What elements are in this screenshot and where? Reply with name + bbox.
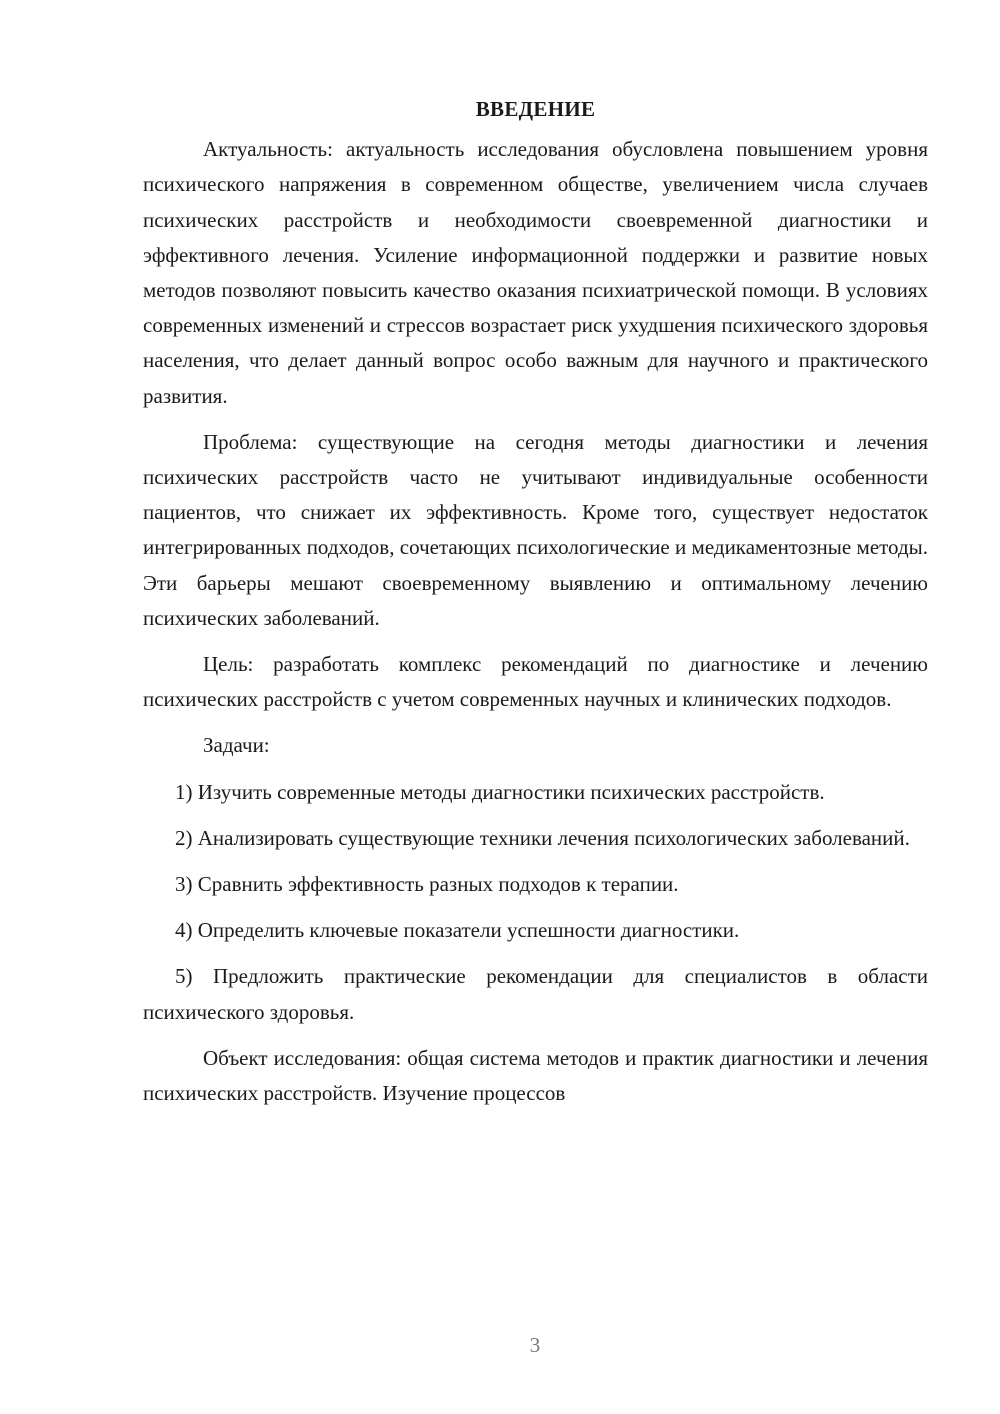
paragraph-relevance: Актуальность: актуальность исследования обусловлена повышением уровня психического напряжения в современном обществе, увеличением числа случаев психических расстройств и необходимости своевременной диагностики и эффективного лечения. Усиление информационной поддержки и развитие новых методов позволяют повысить качество оказания психиатрической помощи. В условиях современных изменений и стрессов возрастает риск ухудшения психического здоровья населения, что делает данный вопрос особо важным для научного и практического развития. [143,137,928,408]
task-item-3: 3) Сравнить эффективность разных подходов к терапии. [175,872,679,897]
task-item-5: 5) Предложить практические рекомендации для специалистов в области психического здоровья. [143,964,928,1024]
task-item-1: 1) Изучить современные методы диагностики психических расстройств. [175,779,825,804]
document-page [143,92,928,1122]
paragraph-tasks-heading: Задачи: [203,733,270,758]
page-number: 3 [529,1333,541,1357]
paragraph-goal: Цель: разработать комплекс рекомендаций по диагностике и лечению психических расстройств с учетом современных научных и клинических подходов. [143,652,928,712]
section-title: ВВЕДЕНИЕ [475,97,596,121]
paragraph-problem: Проблема: существующие на сегодня методы диагностики и лечения психических расстройств часто не учитывают индивидуальные особенности пациентов, что снижает их эффективность. Кроме того, существует недостаток интегрированных подходов, сочетающих психологические и медикаментозные методы. Эти барьеры мешают своевременному выявлению и оптимальному лечению психических заболеваний. [143,429,928,630]
task-item-2: 2) Анализировать существующие техники лечения психологических заболеваний. [175,825,910,850]
task-item-4: 4) Определить ключевые показатели успешности диагностики. [175,918,740,943]
paragraph-object: Объект исследования: общая система методов и практик диагностики и лечения психических расстройств. Изучение процессов [143,1045,928,1106]
